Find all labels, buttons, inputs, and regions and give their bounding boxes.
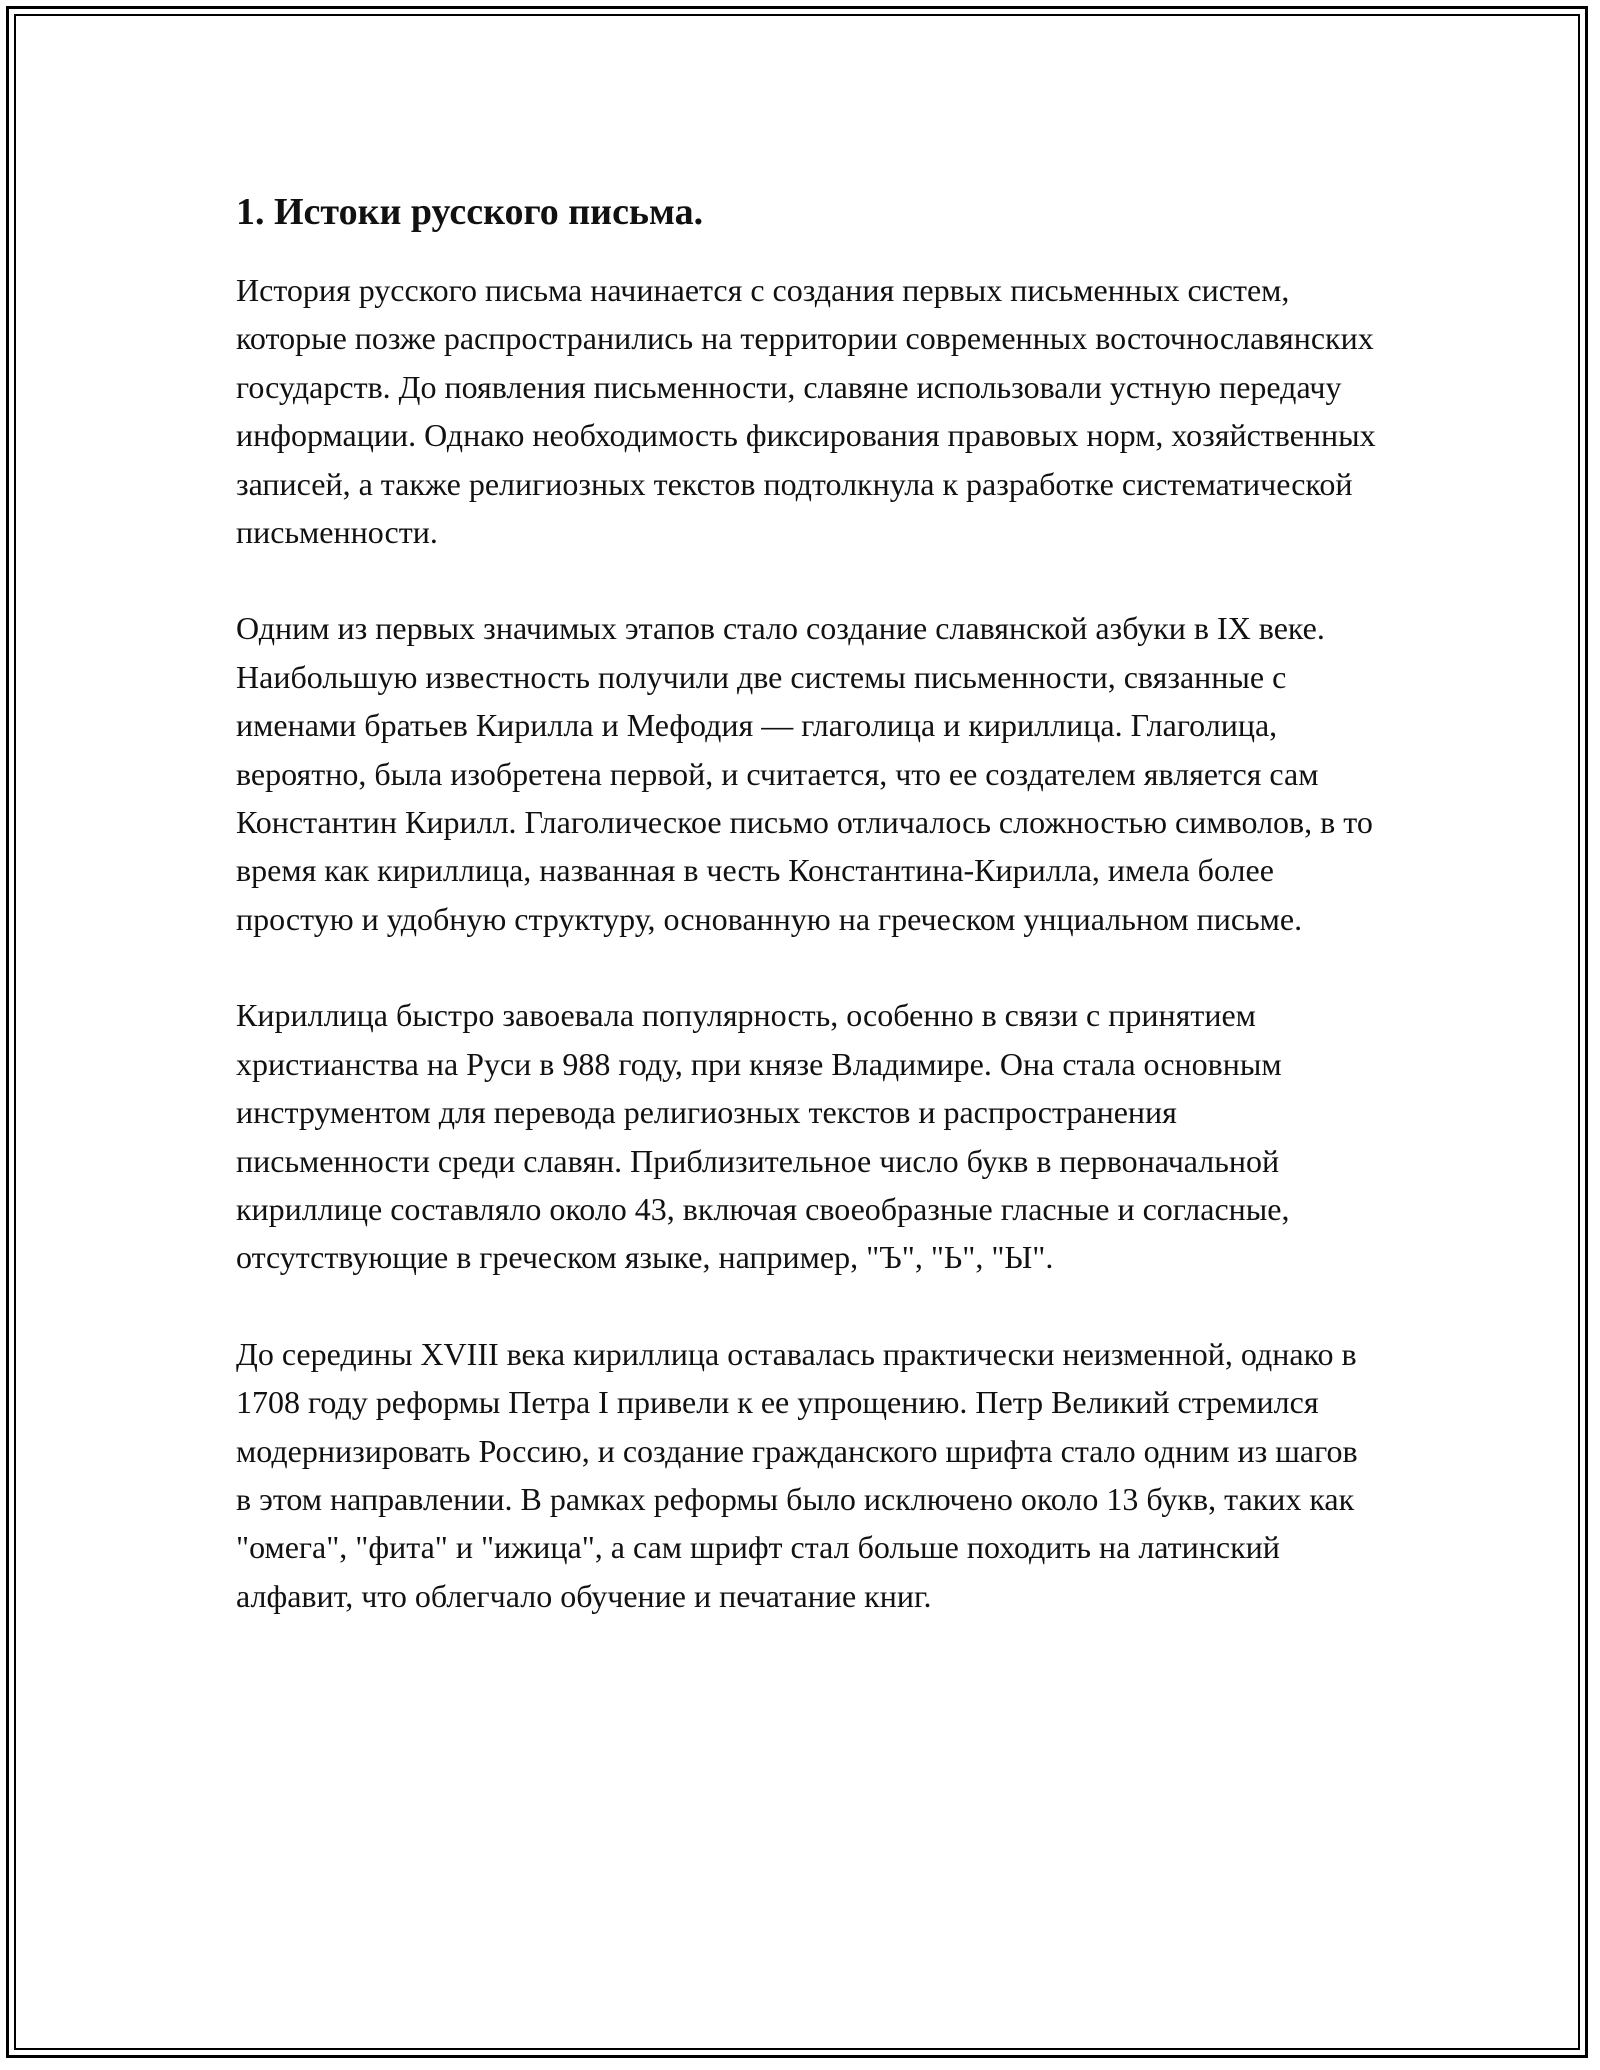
paragraph-4: До середины XVIII века кириллица оставалась практически неизменной, однако в 1708 году реформы Петра I привели к ее упрощению. Петр Великий стремился модернизировать Россию, и создание гражданского шрифта стало одним из шагов в этом направлении. В рамках реформы было исключено около 13 букв, таких как "омега", "фита" и "ижица", а сам шрифт стал больше походить на латинский алфавит, что облегчало обучение и печатание книг. <box>236 1335 1358 1614</box>
paragraph-1: История русского письма начинается с создания первых письменных систем, которые позже распространились на территории современных восточнославянских государств. До появления письменности, славяне использовали устную передачу информации. Однако необходимость фиксирования правовых норм, хозяйственных записей, а также религиозных текстов подтолкнула к разработке систематической письменности. <box>236 272 1376 551</box>
paragraph-2: Одним из первых значимых этапов стало создание славянской азбуки в IX веке. Наибольшую известность получили две системы письменности, связанные с именами братьев Кирилла и Мефодия — глаголица и кириллица. Глаголица, вероятно, была изобретена первой, и считается, что ее создателем является сам Константин Кирилл. Глаголическое письмо отличалось сложностью символов, в то время как кириллица, названная в честь Константина-Кирилла, имела более простую и удобную структуру, основанную на греческом унциальном письме. <box>236 610 1373 937</box>
section-title: 1. Истоки русского письма. <box>236 191 704 233</box>
document-body <box>236 186 1376 1668</box>
paragraph-3: Кириллица быстро завоевала популярность, особенно в связи с принятием христианства на Руси в 988 году, при князе Владимире. Она стала основным инструментом для перевода религиозных текстов и распространения письменности среди славян. Приблизительное число букв в первоначальной кириллице составляло около 43, включая своеобразные гласные и согласные, отсутствующие в греческом языке, например, "Ъ", "Ь", "Ы". <box>236 997 1290 1276</box>
